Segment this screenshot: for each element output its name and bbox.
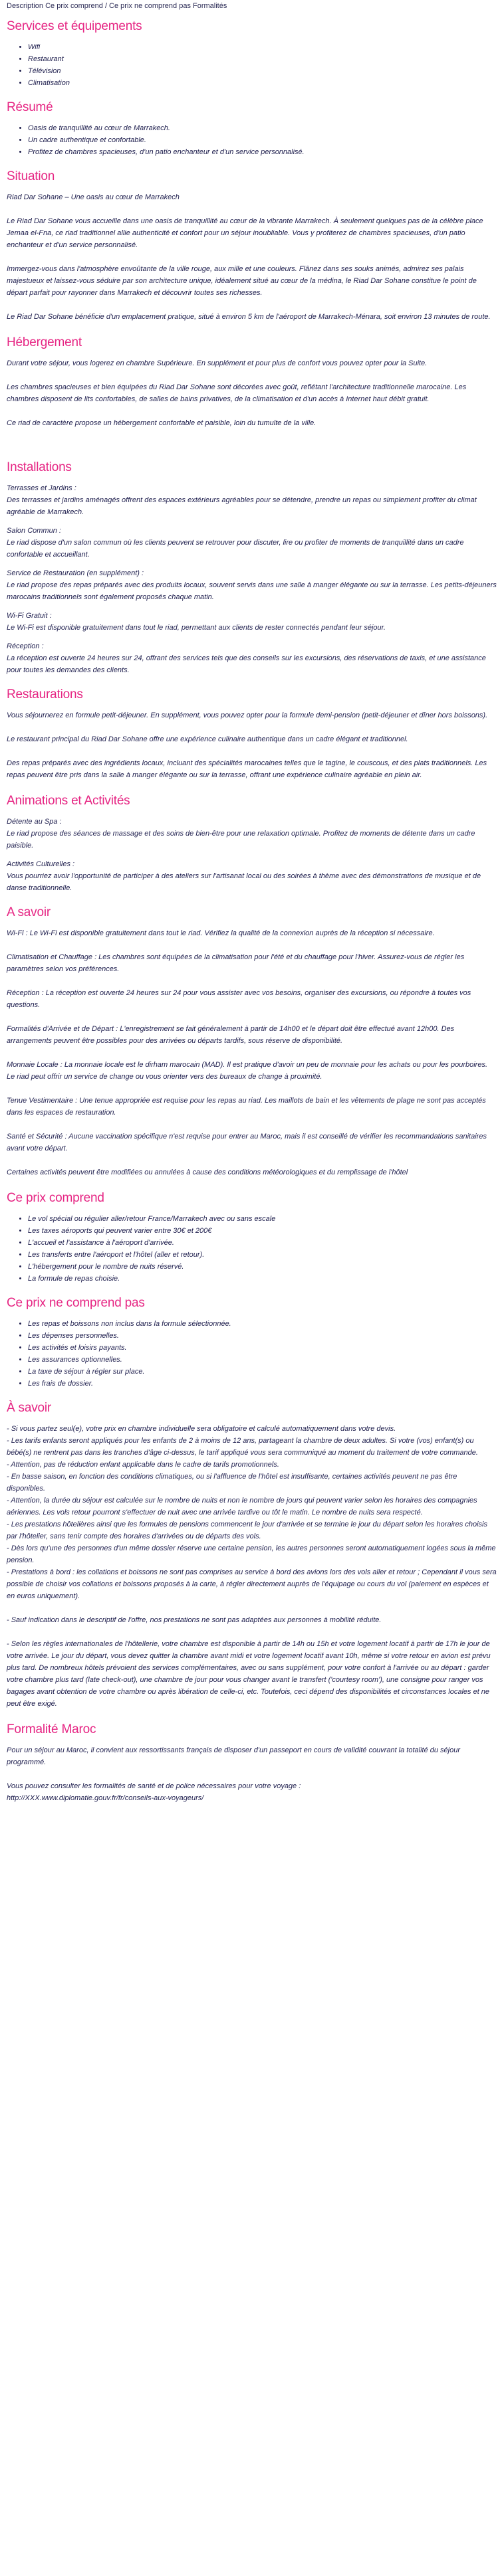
block-label: Activités Culturelles :: [7, 860, 75, 868]
paragraph: Climatisation et Chauffage : Les chambres sont équipées de la climatisation pour l'été et du chauffage pour l'hiver. Assurez-vous de régler les paramètres selon vos préférences.: [7, 953, 465, 973]
list-item: • La taxe de séjour à régler sur place.: [28, 1366, 497, 1378]
note-line: - Les tarifs enfants seront appliqués pour les enfants de 2 à moins de 12 ans, partageant la chambre de deux adultes. Si votre (vos) enfant(s) ou bébé(s) ne rentrent pas dans les tranches d'âge ci-dessus, le tarif appliqué vous sera communiqué au moment du traitement de votre commande.: [7, 1437, 478, 1457]
installation-block: [7, 567, 497, 603]
list-item: • Télévision: [28, 65, 497, 77]
comprend-title: Ce prix comprend: [7, 1191, 104, 1205]
paragraph-text: Vous pouvez consulter les formalités de santé et de police nécessaires pour votre voyage :: [7, 1782, 301, 1790]
block-text: Des terrasses et jardins aménagés offrent des espaces extérieurs agréables pour se détendre, prendre un repas ou simplement profiter du climat agréable de Marrakech.: [7, 496, 477, 516]
list-item: • Restaurant: [28, 53, 497, 65]
breadcrumb: Description Ce prix comprend / Ce prix ne comprend pas Formalités: [7, 2, 227, 10]
block-label: Service de Restauration (en supplément) :: [7, 569, 144, 577]
paragraph: Formalités d'Arrivée et de Départ : L'enregistrement se fait généralement à partir de 14h00 et le départ doit être effectué avant 12h00. Des arrangements peuvent être possibles pour des arrivées ou départs tardifs, sous réserve de disponibilité.: [7, 1025, 455, 1045]
paragraph: [7, 1780, 497, 1804]
block-label: Terrasses et Jardins :: [7, 484, 76, 492]
installations-title: Installations: [7, 460, 72, 474]
note-line: - Attention, la durée du séjour est calculée sur le nombre de nuits et non le nombre de jours qui peuvent varier selon les horaires des compagnies aériennes. Les vols retour pourront s'effectuer de nuit avec une arrivée tardive ou tôt le matin. Le nombre de nuits sera respecté.: [7, 1497, 477, 1517]
comprend-list: [7, 1213, 497, 1285]
block-text: Le riad propose des séances de massage et des soins de bien-être pour une relaxation optimale. Profitez de moments de détente dans un cadre paisible.: [7, 830, 475, 850]
list-item: • Les transferts entre l'aéroport et l'hôtel (aller et retour).: [28, 1249, 497, 1261]
paragraph: Des repas préparés avec des ingrédients locaux, incluant des spécialités marocaines telles que le tagine, le couscous, et des plats traditionnels. Les repas peuvent être pris dans la salle à manger élégante ou sur la terrasse, offrant une expérience culinaire agréable en plein air.: [7, 759, 487, 779]
block-label: Wi-Fi Gratuit :: [7, 612, 52, 620]
diplomatie-link[interactable]: http://XXX.www.diplomatie.gouv.fr/fr/conseils-aux-voyageurs/: [7, 1794, 204, 1802]
installation-block: [7, 640, 497, 676]
block-label: Détente au Spa :: [7, 818, 62, 826]
formalite-title: Formalité Maroc: [7, 1722, 96, 1736]
installation-block: [7, 482, 497, 518]
paragraph: Tenue Vestimentaire : Une tenue appropriée est requise pour les repas au riad. Les maillots de bain et les vêtements de plage ne sont pas acceptés dans les espaces de restauration.: [7, 1097, 486, 1117]
paragraph: Réception : La réception est ouverte 24 heures sur 24 pour vous assister avec vos besoins, organiser des excursions, ou répondre à toutes vos questions.: [7, 989, 471, 1009]
situation-title: Situation: [7, 169, 55, 183]
services-title: Services et équipements: [7, 19, 142, 33]
ne-comprend-list: [7, 1318, 497, 1390]
paragraph: Le Riad Dar Sohane bénéficie d'un emplacement pratique, situé à environ 5 km de l'aéroport de Marrakech-Ménara, soit environ 13 minutes de route.: [7, 313, 491, 321]
note-line: - Les prestations hôtelières ainsi que les formules de pensions commencent le jour d'arrivée et se termine le jour du départ selon les horaires choisis par l'hôtelier, sans tenir compte des horaires d'arrivées ou de départs des vols.: [7, 1520, 487, 1540]
block-text: Le riad propose des repas préparés avec des produits locaux, souvent servis dans une salle à manger élégante ou sur la terrasse. Les petits-déjeuners marocains traditionnels sont également proposés chaque matin.: [7, 581, 497, 601]
list-item: • La formule de repas choisie.: [28, 1273, 497, 1285]
block-text: Le Wi-Fi est disponible gratuitement dans tout le riad, permettant aux clients de rester connectés pendant leur séjour.: [7, 624, 386, 632]
installation-block: [7, 525, 497, 561]
block-text: La réception est ouverte 24 heures sur 24, offrant des services tels que des conseils sur les excursions, des réservations de taxis, et une assistance pour toutes les demandes des clients.: [7, 654, 486, 674]
list-item: • Climatisation: [28, 77, 497, 89]
paragraph: Wi-Fi : Le Wi-Fi est disponible gratuitement dans tout le riad. Vérifiez la qualité de la connexion auprès de la réception si nécessaire.: [7, 929, 435, 937]
list-item: • Profitez de chambres spacieuses, d'un patio enchanteur et d'un service personnalisé.: [28, 146, 497, 158]
notes-block: [7, 1423, 497, 1602]
list-item: • L'hébergement pour le nombre de nuits réservé.: [28, 1261, 497, 1273]
paragraph: Vous séjournerez en formule petit-déjeuner. En supplément, vous pouvez opter pour la formule demi-pension (petit-déjeuner et dîner hors boissons).: [7, 711, 488, 719]
list-item: • Les dépenses personnelles.: [28, 1330, 497, 1342]
block-label: Réception :: [7, 642, 44, 650]
list-item: • Les assurances optionnelles.: [28, 1354, 497, 1366]
paragraph: Immergez-vous dans l'atmosphère envoûtante de la ville rouge, aux mille et une couleurs. Flânez dans ses souks animés, admirez ses palais majestueux et laissez-vous séduire par son architecture unique, idéalement situé au cœur de la médina, le Riad Dar Sohane constitue le point de départ parfait pour rayonner dans Marrakech et découvrir toutes ses richesses.: [7, 265, 477, 297]
restaurations-title: Restaurations: [7, 688, 83, 701]
list-item: • Les repas et boissons non inclus dans la formule sélectionnée.: [28, 1318, 497, 1330]
paragraph: Le restaurant principal du Riad Dar Sohane offre une expérience culinaire authentique dans un cadre élégant et traditionnel.: [7, 735, 408, 743]
animation-block: [7, 816, 497, 852]
paragraph: Ce riad de caractère propose un hébergement confortable et paisible, loin du tumulte de la ville.: [7, 419, 316, 427]
resume-title: Résumé: [7, 100, 53, 114]
asavoir-notes-title: À savoir: [7, 1401, 52, 1415]
paragraph: - Selon les règles internationales de l'hôtellerie, votre chambre est disponible à partir de 14h ou 15h et votre logement locatif à partir de 17h le jour de votre arrivée. Le jour du départ, vous devez quitter la chambre avant midi et votre logement locatif avant 10h, même si votre retour en avion est prévu plus tard. De nombreux hôtels prévoient des services complémentaires, avec ou sans supplément, pour votre confort à l'arrivée ou au départ : garder votre chambre plus tard (late check-out), une chambre de jour pour vous changer avant le transfert ('courtesy room'), une consigne pour ranger vos bagages avant obtention de votre chambre ou après libération de celle-ci, etc. Toutefois, ceci dépend des disponibilités et circonstances locales et ne peut être exigé.: [7, 1640, 491, 1708]
paragraph: Monnaie Locale : La monnaie locale est le dirham marocain (MAD). Il est pratique d'avoir un peu de monnaie pour les achats ou pour les pourboires. Le riad peut offrir un service de change ou vous orienter vers des bureaux de change à proximité.: [7, 1061, 488, 1081]
paragraph: Le Riad Dar Sohane vous accueille dans une oasis de tranquillité au cœur de la vibrante Marrakech. À seulement quelques pas de la célèbre place Jemaa el-Fna, ce riad traditionnel allie authenticité et confort pour un séjour inoubliable. Vous y profiterez de chambres spacieuses, d'un patio enchanteur et d'un service personnalisé.: [7, 217, 483, 249]
resume-list: [7, 122, 497, 158]
paragraph: Pour un séjour au Maroc, il convient aux ressortissants français de disposer d'un passeport en cours de validité couvrant la totalité du séjour programmé.: [7, 1746, 461, 1766]
list-item: • Les taxes aéroports qui peuvent varier entre 30€ et 200€: [28, 1225, 497, 1237]
paragraph: Durant votre séjour, vous logerez en chambre Supérieure. En supplément et pour plus de confort vous pouvez opter pour la Suite.: [7, 359, 428, 367]
block-label: Salon Commun :: [7, 527, 61, 535]
note-line: - Dès lors qu'une des personnes d'un même dossier réserve une certaine pension, les autres personnes seront automatiquement logées sous la même pension.: [7, 1544, 496, 1564]
note-line: - En basse saison, en fonction des conditions climatiques, ou si l'affluence de l'hôtel est insuffisante, certaines activités peuvent ne pas être disponibles.: [7, 1473, 457, 1493]
paragraph: Certaines activités peuvent être modifiées ou annulées à cause des conditions météorologiques et du remplissage de l'hôtel: [7, 1168, 408, 1176]
asavoir-title: A savoir: [7, 905, 51, 919]
list-item: • Le vol spécial ou régulier aller/retour France/Marrakech avec ou sans escale: [28, 1213, 497, 1225]
paragraph: Riad Dar Sohane – Une oasis au cœur de Marrakech: [7, 193, 180, 201]
installation-block: [7, 610, 497, 634]
ne-comprend-title: Ce prix ne comprend pas: [7, 1296, 145, 1310]
block-text: Vous pourriez avoir l'opportunité de participer à des ateliers sur l'artisanat local ou des soirées à thème avec des démonstrations de musique et de danse traditionnelle.: [7, 872, 481, 892]
list-item: • L'accueil et l'assistance à l'aéroport d'arrivée.: [28, 1237, 497, 1249]
paragraph: Santé et Sécurité : Aucune vaccination spécifique n'est requise pour entrer au Maroc, mais il est conseillé de vérifier les recommandations sanitaires avant votre départ.: [7, 1133, 487, 1152]
note-line: - Prestations à bord : les collations et boissons ne sont pas comprises au service à bord des avions lors des vols aller et retour ; Cependant il vous sera possible de choisir vos collations et boissons proposés à la carte, à régler directement auprès de l'équipage ou cours du vol (paiement en espèces et en euros uniquement).: [7, 1568, 497, 1600]
paragraph: - Sauf indication dans le descriptif de l'offre, nos prestations ne sont pas adaptées aux personnes à mobilité réduite.: [7, 1616, 382, 1624]
block-text: Le riad dispose d'un salon commun où les clients peuvent se retrouver pour discuter, lire ou profiter de moments de tranquillité dans un cadre confortable et accueillant.: [7, 539, 464, 559]
list-item: • Un cadre authentique et confortable.: [28, 134, 497, 146]
animation-block: [7, 858, 497, 894]
note-line: - Attention, pas de réduction enfant applicable dans le cadre de tarifs promotionnels.: [7, 1461, 279, 1469]
hebergement-title: Hébergement: [7, 335, 82, 349]
list-item: • Oasis de tranquillité au cœur de Marrakech.: [28, 122, 497, 134]
list-item: • Les activités et loisirs payants.: [28, 1342, 497, 1354]
list-item: • Wifi: [28, 41, 497, 53]
note-line: - Si vous partez seul(e), votre prix en chambre individuelle sera obligatoire et calculé automatiquement dans votre devis.: [7, 1425, 396, 1433]
paragraph: Les chambres spacieuses et bien équipées du Riad Dar Sohane sont décorées avec goût, reflétant l'architecture traditionnelle marocaine. Les chambres disposent de lits confortables, de salles de bains privatives, de la climatisation et d'un accès à Internet haut débit gratuit.: [7, 383, 467, 403]
animations-title: Animations et Activités: [7, 794, 130, 808]
services-list: [7, 41, 497, 89]
list-item: • Les frais de dossier.: [28, 1378, 497, 1390]
